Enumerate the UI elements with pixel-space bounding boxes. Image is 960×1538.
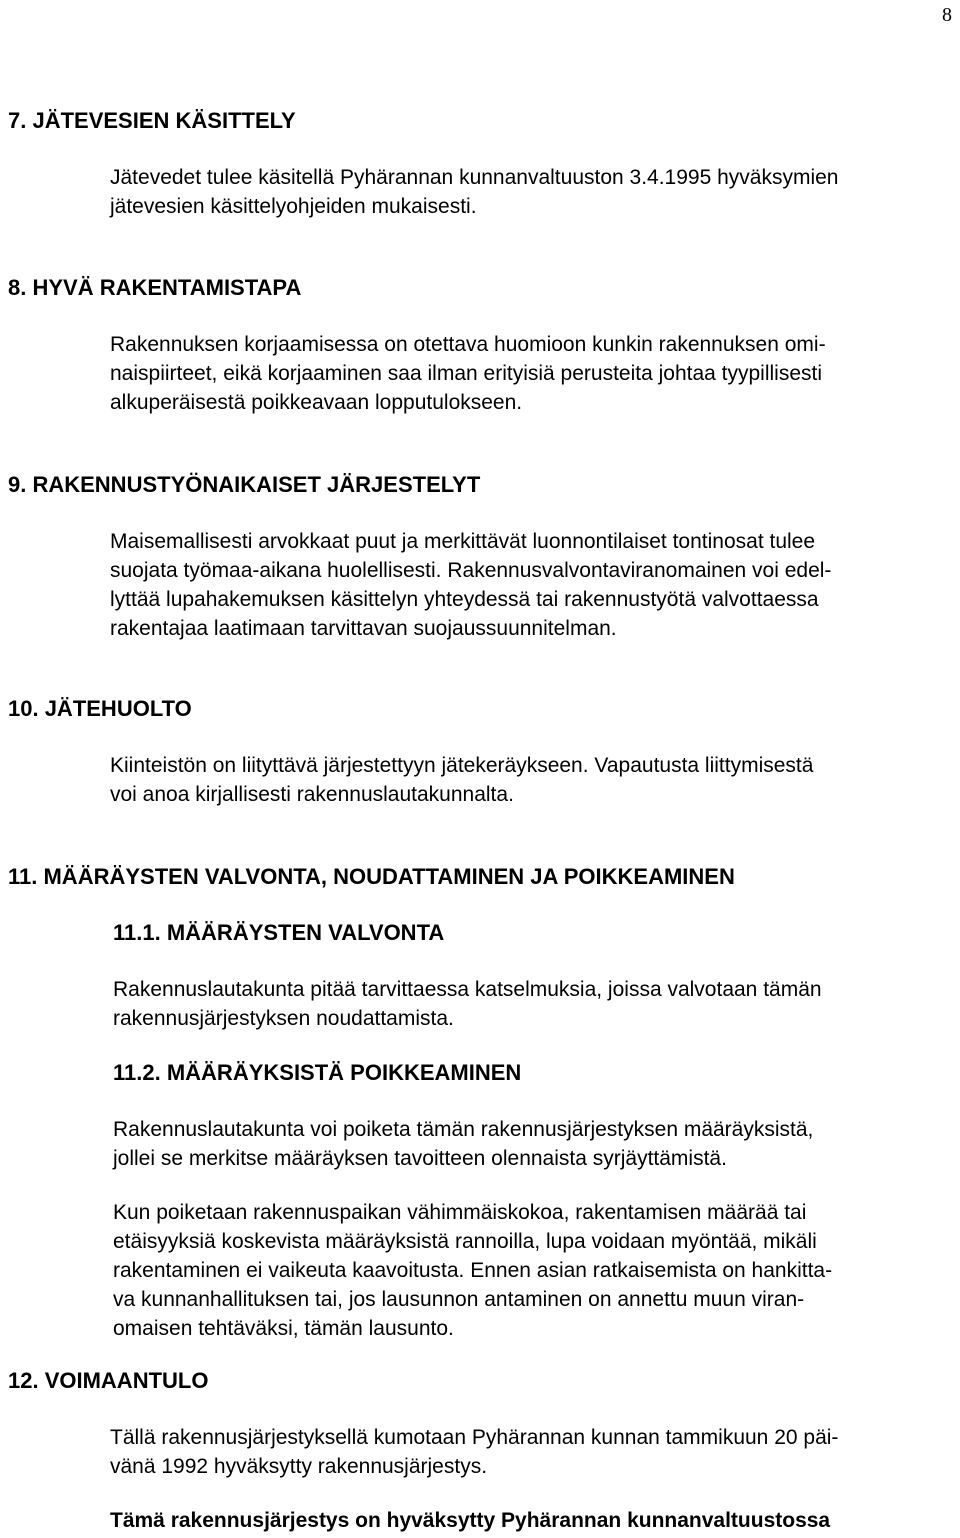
- subsection-11-1-heading: 11.1. MÄÄRÄYSTEN VALVONTA: [113, 920, 445, 945]
- text-line: Rakennuslautakunta voi poiketa tämän rakennusjärjestyksen määräyksistä,: [113, 1118, 814, 1141]
- text-line: Rakennuslautakunta pitää tarvittaessa katselmuksia, joissa valvotaan tämän: [113, 978, 822, 1001]
- text-line: rakentajaa laatimaan tarvittavan suojaussuunnitelman.: [110, 617, 617, 640]
- text-line: Tämä rakennusjärjestys on hyväksytty Pyhärannan kunnanvaltuustossa: [110, 1509, 831, 1532]
- section-9-heading: 9. RAKENNUSTYÖNAIKAISET JÄRJESTELYT: [8, 472, 481, 497]
- section-12-body: [110, 1423, 838, 1481]
- section-10-body: [110, 751, 813, 809]
- section-12-closing-line: [110, 1506, 830, 1535]
- text-line: rakentaminen ei vaikeuta kaavoitusta. Ennen asian ratkaisemista on hankitta-: [113, 1259, 833, 1282]
- subsection-11-2-heading: 11.2. MÄÄRÄYKSISTÄ POIKKEAMINEN: [113, 1060, 522, 1085]
- text-line: jollei se merkitse määräyksen tavoitteen olennaista syrjäyttämistä.: [113, 1147, 727, 1170]
- text-line: va kunnanhallituksen tai, jos lausunnon antaminen on annettu muun viran-: [113, 1288, 805, 1311]
- text-line: rakennusjärjestyksen noudattamista.: [113, 1007, 454, 1030]
- text-line: vänä 1992 hyväksytty rakennusjärjestys.: [110, 1455, 488, 1478]
- text-line: Kiinteistön on liityttävä järjestettyyn jätekeräykseen. Vapautusta liittymisestä: [110, 754, 814, 777]
- text-line: etäisyyksiä koskevista määräyksistä rannoilla, lupa voidaan myöntää, mikäli: [113, 1230, 817, 1253]
- subsection-11-2-paragraph-1: [113, 1115, 813, 1173]
- section-8-heading: 8. HYVÄ RAKENTAMISTAPA: [8, 275, 302, 300]
- text-line: Tällä rakennusjärjestyksellä kumotaan Pyhärannan kunnan tammikuun 20 päi-: [110, 1426, 839, 1449]
- subsection-11-2-paragraph-2: [113, 1198, 832, 1343]
- section-7-heading: 7. JÄTEVESIEN KÄSITTELY: [8, 108, 296, 133]
- text-line: Kun poiketaan rakennuspaikan vähimmäiskokoa, rakentamisen määrää tai: [113, 1201, 807, 1224]
- text-line: jätevesien käsittelyohjeiden mukaisesti.: [110, 195, 477, 218]
- text-line: naispiirteet, eikä korjaaminen saa ilman erityisiä perusteita johtaa tyypillisesti: [110, 362, 823, 385]
- text-line: alkuperäisestä poikkeavaan lopputulokseen.: [110, 391, 523, 414]
- text-line: lyttää lupahakemuksen käsittelyn yhteydessä tai rakennustyötä valvottaessa: [110, 588, 819, 611]
- page-number: 8: [942, 4, 952, 26]
- text-line: suojata työmaa-aikana huolellisesti. Rakennusvalvontaviranomainen voi edel-: [110, 559, 832, 582]
- text-line: Rakennuksen korjaamisessa on otettava huomioon kunkin rakennuksen omi-: [110, 333, 826, 356]
- text-line: voi anoa kirjallisesti rakennuslautakunnalta.: [110, 783, 514, 806]
- section-10-heading: 10. JÄTEHUOLTO: [8, 696, 192, 721]
- text-line: omaisen tehtäväksi, tämän lausunto.: [113, 1317, 454, 1340]
- subsection-11-1-body: [113, 975, 822, 1033]
- text-line: Jätevedet tulee käsitellä Pyhärannan kunnanvaltuuston 3.4.1995 hyväksymien: [110, 166, 839, 189]
- section-12-heading: 12. VOIMAANTULO: [8, 1368, 209, 1393]
- text-line: Maisemallisesti arvokkaat puut ja merkittävät luonnontilaiset tontinosat tulee: [110, 530, 816, 553]
- section-7-body: [110, 163, 838, 221]
- section-11-heading: 11. MÄÄRÄYSTEN VALVONTA, NOUDATTAMINEN JA POIKKEAMINEN: [8, 864, 735, 889]
- section-9-body: [110, 527, 831, 643]
- section-8-body: [110, 330, 826, 417]
